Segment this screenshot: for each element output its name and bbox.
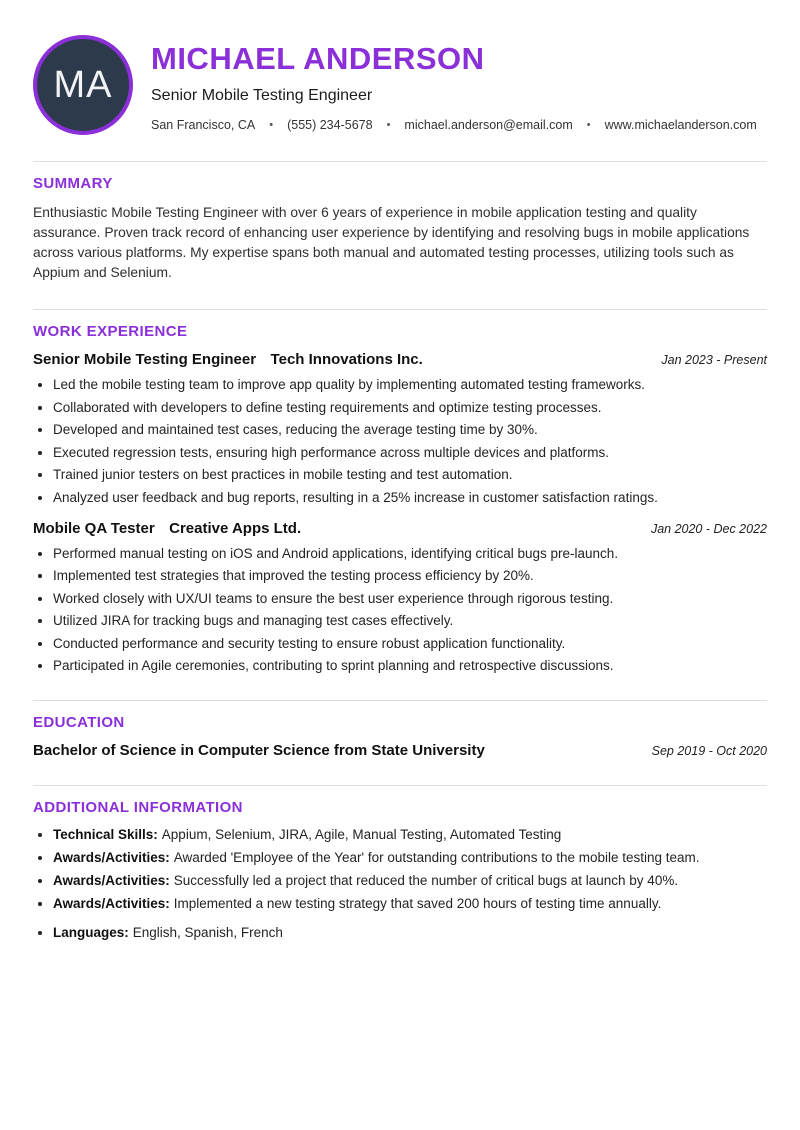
resume-header xyxy=(33,35,767,135)
job-bullet: • Trained junior testers on best practices in mobile testing and test automation. xyxy=(53,467,767,483)
avatar xyxy=(33,35,133,135)
contact-phone: (555) 234-5678 xyxy=(287,118,373,132)
job-bullet: • Worked closely with UX/UI teams to ensure the best user experience through rigorous testing. xyxy=(53,591,767,607)
additional-list xyxy=(33,827,767,941)
section-heading-additional: ADDITIONAL INFORMATION xyxy=(33,799,243,816)
job-role: Mobile QA Tester xyxy=(33,519,155,537)
contact-row xyxy=(151,118,757,132)
section-heading-education: EDUCATION xyxy=(33,714,125,731)
job-dates: Jan 2020 - Dec 2022 xyxy=(650,521,767,536)
section-education xyxy=(33,700,767,759)
header-text xyxy=(151,35,757,132)
job-header xyxy=(33,351,767,369)
candidate-title: Senior Mobile Testing Engineer xyxy=(151,87,373,104)
job-bullet: • Collaborated with developers to define testing requirements and optimize testing processes. xyxy=(53,400,767,416)
job-bullet: • Conducted performance and security testing to ensure robust application functionality. xyxy=(53,636,767,652)
section-divider xyxy=(33,785,767,786)
job-entry xyxy=(33,520,767,675)
additional-item xyxy=(53,925,767,941)
additional-item-label: Technical Skills: xyxy=(53,827,158,842)
additional-item-label: Awards/Activities: xyxy=(53,850,170,865)
additional-item-label: Awards/Activities: xyxy=(53,873,170,888)
additional-item xyxy=(53,850,767,866)
job-bullet-list xyxy=(33,546,767,675)
job-entry xyxy=(33,351,767,506)
additional-item-text: Awarded 'Employee of the Year' for outstanding contributions to the mobile testing team. xyxy=(173,850,700,865)
job-bullet: • Utilized JIRA for tracking bugs and managing test cases effectively. xyxy=(53,613,767,629)
contact-location: San Francisco, CA xyxy=(151,118,256,132)
section-divider xyxy=(33,700,767,701)
job-company: Creative Apps Ltd. xyxy=(169,519,302,537)
job-bullet: • Analyzed user feedback and bug reports, resulting in a 25% increase in customer satisfaction ratings. xyxy=(53,490,767,506)
section-divider xyxy=(33,309,767,310)
job-bullet-list xyxy=(33,377,767,506)
job-bullet: • Led the mobile testing team to improve app quality by implementing automated testing frameworks. xyxy=(53,377,767,393)
candidate-name: MICHAEL ANDERSON xyxy=(151,41,485,76)
section-divider xyxy=(33,161,767,162)
contact-email: michael.anderson@email.com xyxy=(404,118,573,132)
section-summary xyxy=(33,161,767,283)
additional-item-text: Appium, Selenium, JIRA, Agile, Manual Testing, Automated Testing xyxy=(161,827,562,842)
job-bullet: • Executed regression tests, ensuring high performance across multiple devices and platforms. xyxy=(53,445,767,461)
contact-website: www.michaelanderson.com xyxy=(604,118,757,132)
education-degree: Bachelor of Science in Computer Science from State University xyxy=(33,742,485,759)
education-entry xyxy=(33,742,767,759)
additional-item xyxy=(53,896,767,912)
additional-item-text: Implemented a new testing strategy that saved 200 hours of testing time annually. xyxy=(173,896,662,911)
education-dates: Sep 2019 - Oct 2020 xyxy=(651,744,767,758)
job-dates: Jan 2023 - Present xyxy=(661,353,767,367)
job-header xyxy=(33,520,767,538)
job-bullet: • Developed and maintained test cases, reducing the average testing time by 30%. xyxy=(53,422,767,438)
additional-item-label: Awards/Activities: xyxy=(53,896,170,911)
additional-item-label: Languages: xyxy=(53,925,129,940)
job-bullet: • Participated in Agile ceremonies, contributing to sprint planning and retrospective discussions. xyxy=(53,658,767,674)
additional-item xyxy=(53,873,767,889)
job-bullet: • Implemented test strategies that improved the testing process efficiency by 20%. xyxy=(53,568,767,584)
section-heading-summary: SUMMARY xyxy=(33,175,113,192)
summary-text: Enthusiastic Mobile Testing Engineer with over 6 years of experience in mobile application testing and quality assurance. Proven track record of enhancing user experience by identifying and resolving bugs in mobile applications across various platforms. My expertise spans both manual and automated testing processes, utilizing tools such as Appium and Selenium. xyxy=(33,205,750,280)
job-bullet: • Performed manual testing on iOS and Android applications, identifying critical bugs pre-launch. xyxy=(53,546,767,562)
avatar-initials: MA xyxy=(53,63,113,106)
section-additional-information xyxy=(33,785,767,941)
section-heading-work: WORK EXPERIENCE xyxy=(33,323,188,340)
section-work-experience xyxy=(33,309,767,674)
job-title-line xyxy=(33,351,423,369)
separator-dot: • xyxy=(386,119,391,131)
job-title-line xyxy=(33,520,301,538)
separator-dot: • xyxy=(586,119,591,131)
additional-item-text: Successfully led a project that reduced the number of critical bugs at launch by 40%. xyxy=(173,873,679,888)
job-company: Tech Innovations Inc. xyxy=(270,351,423,368)
additional-item-text: English, Spanish, French xyxy=(132,925,283,940)
additional-item xyxy=(53,827,767,843)
separator-dot: • xyxy=(269,119,274,131)
job-role: Senior Mobile Testing Engineer xyxy=(33,351,257,368)
